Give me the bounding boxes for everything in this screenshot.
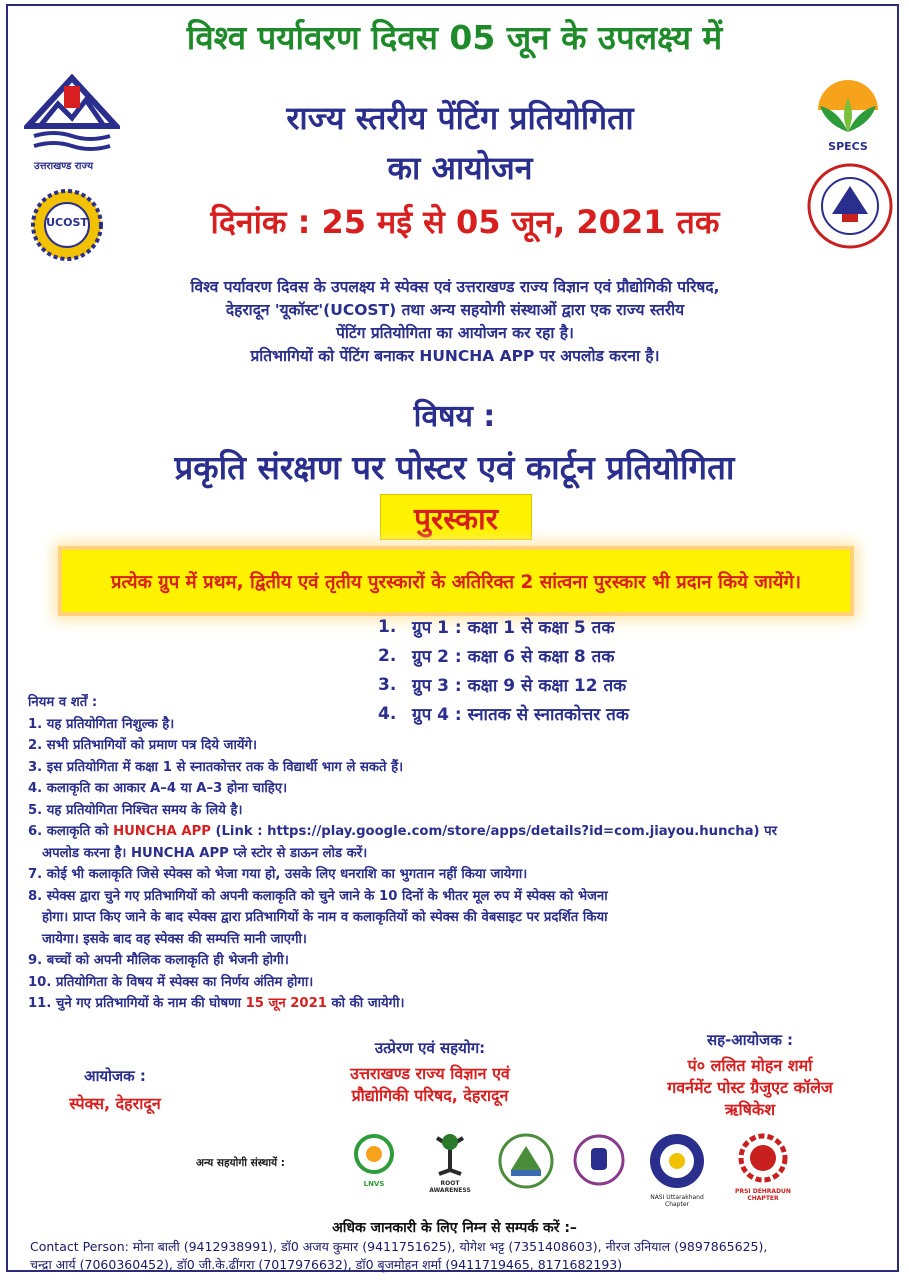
rule-item: 1. यह प्रतियोगिता निशुल्क है।	[28, 716, 175, 732]
rule-text: 11. चुने गए प्रतिभागियों के नाम की घोषणा	[28, 996, 242, 1011]
partner-name: NASI Uttarakhand Chapter	[650, 1194, 704, 1208]
organizer-label: आयोजक :	[84, 1067, 146, 1085]
root-awareness-logo	[420, 1132, 480, 1194]
nasi-logo	[642, 1132, 712, 1208]
subject-text: प्रकृति संरक्षण पर पोस्टर एवं कार्टून प्रतियोगिता	[174, 448, 735, 487]
contact-heading: अधिक जानकारी के लिए निम्न से सम्पर्क करें :–	[332, 1220, 577, 1236]
headline: विश्व पर्यावरण दिवस 05 जून के उपलक्ष्य में	[186, 18, 723, 57]
uttarakhand-logo	[24, 74, 120, 174]
lnvs-logo	[344, 1132, 404, 1188]
ucost-label: UCOST	[46, 216, 88, 229]
rule-text: 6. कलाकृति को	[28, 824, 109, 839]
group-item	[378, 641, 798, 670]
support-line: उत्तराखण्ड राज्य विज्ञान एवं	[350, 1064, 510, 1083]
co-organizer-block	[610, 1030, 890, 1120]
huncha-app-link[interactable]: HUNCHA APP	[113, 824, 211, 839]
partner-logos	[344, 1132, 844, 1212]
specs-label: SPECS	[828, 140, 868, 153]
intro-line: प्रतिभागियों को पेंटिंग बनाकर HUNCHA APP पर अपलोड करना है।	[250, 347, 660, 365]
group-text: ग्रुप 1 : कक्षा 1 से कक्षा 5 तक	[412, 618, 615, 638]
rule-item-cont: होगा। प्राप्त किए जाने के बाद स्पेक्स द्वारा प्रतिभागियों के नाम व कलाकृतियों को स्पेक्स की वेबसाइट पर प्रदर्शित किया	[42, 910, 608, 925]
prsi-logo	[728, 1132, 798, 1202]
support-label: उत्प्रेरण एवं सहयोग:	[374, 1039, 486, 1057]
date-line: दिनांक : 25 मई से 05 जून, 2021 तक	[210, 203, 720, 241]
rule-item	[28, 993, 888, 1015]
group-item	[378, 612, 798, 641]
rule-item: 10. प्रतियोगिता के विषय में स्पेक्स का निर्णय अंतिम होगा।	[28, 974, 314, 990]
rule-item: 4. कलाकृति का आकार A–4 या A–3 होना चाहिए।	[28, 781, 288, 796]
contact-line: चन्द्रा आर्य (7060360452), डॉ0 जी.के.ढींगरा (7017976632), डॉ0 बृजमोहन शर्मा (9411719465, 8171682193)	[30, 1257, 623, 1272]
co-organizer-label: सह-आयोजक :	[706, 1031, 794, 1049]
intro-line: विश्व पर्यावरण दिवस के उपलक्ष्य मे स्पेक्स एवं उत्तराखण्ड राज्य विज्ञान एवं प्रौद्योगिकी परिषद,	[190, 278, 720, 296]
group-number: 1.	[378, 616, 397, 637]
rule-item: 9. बच्चों को अपनी मौलिक कलाकृति ही भेजनी होगी।	[28, 953, 289, 968]
title-line2: का आयोजन	[387, 149, 533, 187]
group-number: 4.	[378, 703, 397, 724]
co-organizer-line: ऋषिकेश	[724, 1100, 776, 1119]
intro-line: देहरादून 'यूकॉस्ट'(UCOST) तथा अन्य सहयोगी संस्थाओं द्वारा एक राज्य स्तरीय	[225, 301, 685, 319]
group-text: ग्रुप 2 : कक्षा 6 से कक्षा 8 तक	[412, 647, 615, 667]
group-number: 2.	[378, 645, 397, 666]
college-seal-logo	[806, 162, 894, 250]
rule-item: 5. यह प्रतियोगिता निश्चित समय के लिये है।	[28, 802, 243, 818]
specs-logo	[806, 80, 890, 152]
rule-item-cont: जायेगा। इसके बाद वह स्पेक्स की सम्पत्ति मानी जाएगी।	[42, 931, 307, 947]
partner-name: LNVS	[363, 1180, 385, 1188]
rule-item: 7. कोई भी कलाकृति जिसे स्पेक्स को भेजा गया हो, उसके लिए धनराशि का भुगतान नहीं किया जायेगा।	[28, 867, 528, 882]
co-organizer-line: पं० ललित मोहन शर्मा	[687, 1056, 813, 1075]
partner-name: PRSI DEHRADUN CHAPTER	[735, 1188, 791, 1202]
group-text: ग्रुप 4 : स्नातक से स्नातकोत्तर तक	[412, 705, 629, 725]
title-line1: राज्य स्तरीय पेंटिंग प्रतियोगिता	[286, 99, 634, 137]
partners-label: अन्य सहयोगी संस्थायें :	[196, 1157, 285, 1169]
intro-paragraph	[40, 276, 870, 368]
group-number: 3.	[378, 674, 397, 695]
organizer-value: स्पेक्स, देहरादून	[69, 1094, 161, 1113]
organizer-block	[40, 1066, 190, 1114]
rule-text: को की जायेगी।	[331, 996, 405, 1011]
rule-item: 3. इस प्रतियोगिता में कक्षा 1 से स्नातकोत्तर तक के विद्यार्थी भाग ले सकते हैं।	[28, 759, 404, 775]
support-block	[280, 1038, 580, 1106]
rules-heading: नियम व शर्तें :	[28, 695, 98, 710]
rule-item-cont: अपलोड करना है। HUNCHA APP प्ले स्टोर से डाऊन लोड करें।	[42, 845, 368, 861]
contact-persons	[30, 1238, 890, 1274]
rule-item: 8. स्पेक्स द्वारा चुने गए प्रतिभागियों को अपनी कलाकृति को चुने जाने के 10 दिनों के भीतर मूल रुप में स्पेक्स को भेजना	[28, 888, 608, 904]
rules-section	[28, 692, 888, 1015]
subject-label: विषय :	[413, 399, 496, 434]
partner-seal-logo	[496, 1132, 556, 1194]
announcement-date: 15 जून 2021	[245, 996, 327, 1011]
prize-banner: प्रत्येक ग्रुप में प्रथम, द्वितीय एवं तृतीय पुरस्कारों के अतिरिक्त 2 सांत्वना पुरस्कार भी प्रदान किये जायेंगे।	[62, 550, 850, 612]
partner-fist-logo	[572, 1132, 626, 1192]
prize-label: पुरस्कार	[380, 494, 532, 540]
ucost-logo	[30, 188, 104, 262]
group-text: ग्रुप 3 : कक्षा 9 से कक्षा 12 तक	[412, 676, 627, 696]
co-organizer-line: गवर्नमेंट पोस्ट ग्रैजुएट कॉलेज	[667, 1078, 833, 1097]
uttarakhand-caption: उत्तराखण्ड राज्य	[34, 161, 94, 172]
rule-item	[28, 821, 888, 843]
support-line: प्रौद्योगिकी परिषद, देहरादून	[351, 1086, 509, 1105]
rule-item: 2. सभी प्रतिभागियों को प्रमाण पत्र दिये जायेंगे।	[28, 738, 257, 753]
partner-name: ROOT AWARENESS	[429, 1180, 471, 1194]
rule-text: (Link : https://play.google.com/store/apps/details?id=com.jiayou.huncha) पर	[215, 824, 778, 839]
intro-line: पेंटिंग प्रतियोगिता का आयोजन कर रहा है।	[336, 324, 574, 342]
contact-line: Contact Person: मोना बाली (9412938991), डॉ0 अजय कुमार (9411751625), योगेश भट्ट (7351408603), नीरज उनियाल (9897865625),	[30, 1239, 768, 1254]
